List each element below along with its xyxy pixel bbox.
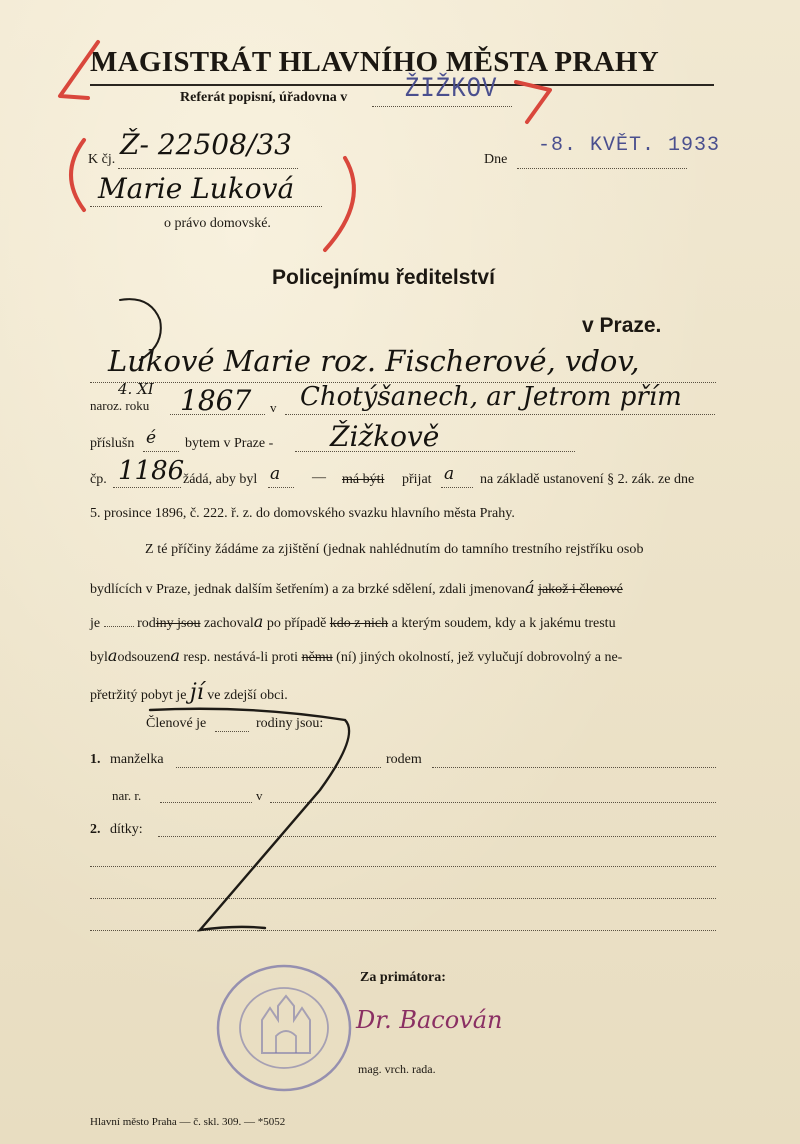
rod-text: rod <box>137 616 156 631</box>
cp-number-handwritten: 1186 <box>118 456 185 486</box>
date-label: Dne <box>484 152 508 167</box>
prijat-suffix-handwritten: a <box>444 464 455 484</box>
law-line: 5. prosince 1896, č. 222. ř. z. do domovského svazku hlavního města Prahy. <box>90 506 515 521</box>
signatory-role: mag. vrch. rada. <box>358 1062 436 1076</box>
byl-suffix-handwritten: a <box>107 646 118 665</box>
narr-v-label: v <box>256 788 263 803</box>
nemu-struck: němu <box>301 650 333 665</box>
form-footer: Hlavní město Praha — č. skl. 309. — *5052 <box>90 1116 286 1128</box>
item-1-number: 1. <box>90 752 101 767</box>
birthplace-v-label: v <box>270 400 277 415</box>
pobyt-suffix-handwritten: jí <box>189 680 204 705</box>
zada-dash: — <box>312 470 326 485</box>
resp-text: resp. nestává-li proti <box>183 650 299 665</box>
prislusn-label: příslušn <box>90 436 135 451</box>
bytem-label: bytem v Praze - <box>185 436 274 451</box>
zachoval-text: zachoval <box>204 616 254 631</box>
date-stamp: -8. KVĚT. 1933 <box>538 134 721 157</box>
zizkov-stamp: ŽIŽKOV <box>405 73 498 106</box>
applicant-name-handwritten: Lukové Marie roz. Fischerové, vdov, <box>108 344 640 378</box>
para-line-1: Z té příčiny žádáme za zjištění (jednak nahlédnutím do tamního trestního rejstříku osob <box>145 542 644 557</box>
kc-handwritten-number: Ž- 22508/33 <box>120 128 292 161</box>
prislusn-suffix-handwritten: é <box>146 428 157 448</box>
je-label: je <box>90 616 101 631</box>
narr-label: nar. r. <box>112 788 142 803</box>
iny-jsou-struck: iny jsou <box>155 616 201 631</box>
item-1-label: manželka <box>110 752 164 767</box>
item-2-label: dítky: <box>110 822 143 837</box>
kc-label: K čj. <box>88 152 116 167</box>
okolnosti-text: (ní) jiných okolností, jež vylučují dobrovolný a ne- <box>336 650 623 665</box>
item-2-number: 2. <box>90 822 101 837</box>
kdo-z-nich-struck: kdo z nich <box>329 616 389 631</box>
odsouzen-suffix-handwritten: a <box>170 646 180 665</box>
narozen-label: naroz. roku <box>90 398 150 413</box>
person-name-handwritten: Marie Luková <box>98 172 295 205</box>
zada-suffix-handwritten: a <box>270 464 281 484</box>
zada-text: žádá, aby byl <box>183 472 258 487</box>
jakoz-clenove-struck: jakož i členové <box>538 582 623 597</box>
po-pripade-text: po případě <box>266 616 327 631</box>
zachoval-suffix-handwritten: a <box>253 612 264 631</box>
pobyt-text: přetržitý pobyt je <box>90 688 187 703</box>
signature-handwritten: Dr. Bacován <box>356 1006 503 1034</box>
cp-label: čp. <box>90 472 107 487</box>
referat-label: Referát popisní, úřadovna v <box>180 90 348 105</box>
ma-byti-struck: má býti <box>342 472 385 487</box>
za-primatora-label: Za primátora: <box>360 970 446 985</box>
birthplace-handwritten: Chotýšanech, ar Jetrom přím <box>300 382 682 412</box>
prijat-text: přijat <box>402 472 432 487</box>
jmenovan-suffix-handwritten: á <box>525 578 535 597</box>
document-title: MAGISTRÁT HLAVNÍHO MĚSTA PRAHY <box>90 46 659 78</box>
zakon-text: na základě ustanovení § 2. zák. ze dne <box>480 472 695 487</box>
soudem-text: a kterým soudem, kdy a k jakému trestu <box>391 616 616 631</box>
birth-date-handwritten: 4. XI <box>118 380 154 398</box>
district-handwritten: Žižkově <box>330 420 440 453</box>
addressee-title: Policejnímu ředitelství <box>272 266 495 289</box>
rodem-label: rodem <box>386 752 422 767</box>
para-line-2-text: bydlících v Praze, jednak dalším šetřením) a za brzké sdělení, zdali jmenovan <box>90 582 526 597</box>
clenove-label-b: rodiny jsou: <box>256 716 324 731</box>
clenove-label-a: Členové je <box>146 716 207 731</box>
byl-text: byl <box>90 650 108 665</box>
odsouzen-text: odsouzen <box>117 650 171 665</box>
official-seal <box>210 958 360 1098</box>
birth-year-handwritten: 1867 <box>180 384 252 417</box>
addressee-city: v Praze. <box>582 314 662 337</box>
matter-label: o právo domovské. <box>164 216 271 231</box>
obec-text: ve zdejší obci. <box>207 688 288 703</box>
